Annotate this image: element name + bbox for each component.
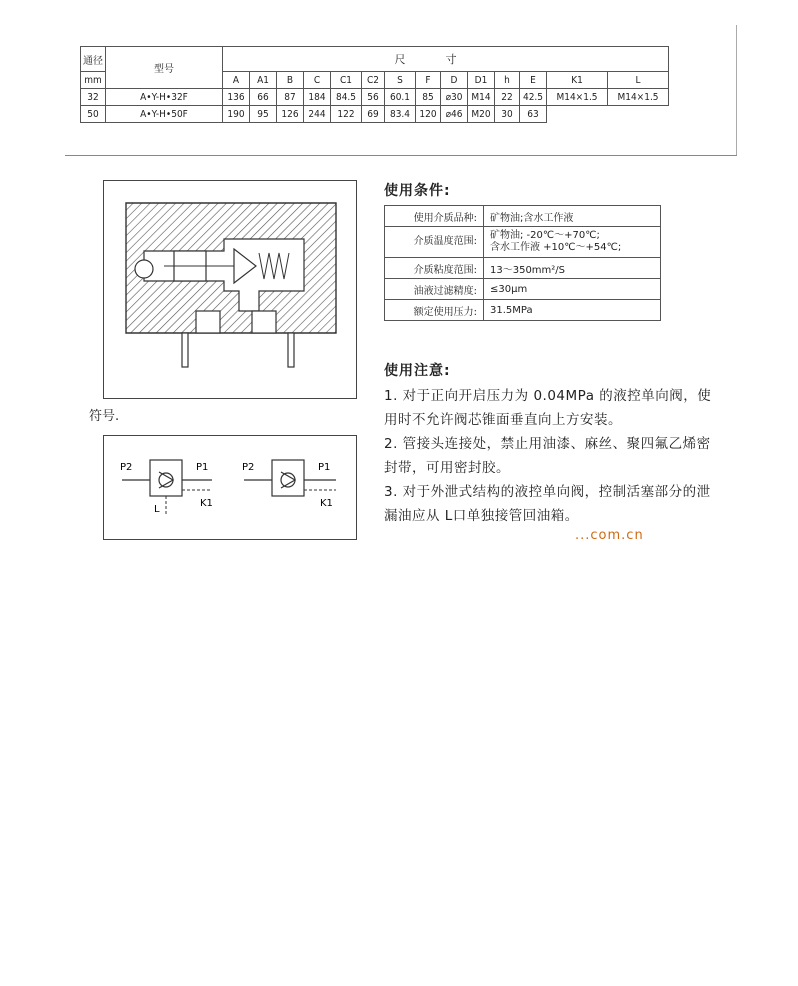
symbol-external-drain: [242, 460, 336, 509]
symbols-svg: [104, 436, 356, 539]
value-cell: M14×1.5: [547, 89, 608, 106]
corner-top-cell: 通径: [81, 47, 106, 72]
condition-key: 额定使用压力:: [385, 300, 484, 321]
hydraulic-symbols: [103, 435, 357, 540]
col-header: C2: [362, 72, 385, 89]
value-cell: 85: [416, 89, 441, 106]
conditions-table: [384, 205, 661, 321]
value-cell: 122: [331, 106, 362, 123]
value-cell: 83.4: [385, 106, 416, 123]
col-header: A: [223, 72, 250, 89]
value-cell: ⌀46: [441, 106, 468, 123]
value-cell: 56: [362, 89, 385, 106]
control-port: [135, 260, 153, 278]
notes-list: [384, 384, 714, 528]
value-cell: 22: [495, 89, 520, 106]
value-cell: 60.1: [385, 89, 416, 106]
table-row: [385, 279, 661, 300]
notes-title: 使用注意:: [384, 363, 451, 379]
col-header: F: [416, 72, 441, 89]
table-row: [81, 89, 669, 106]
col-header: K1: [547, 72, 608, 89]
col-header: S: [385, 72, 416, 89]
col-header: C: [304, 72, 331, 89]
condition-value: 13～350mm²/S: [484, 258, 661, 279]
mount-pin-right: [288, 333, 294, 367]
note-item: 2. 管接头连接处，禁止用油漆、麻丝、聚四氟乙烯密封带，可用密封胶。: [384, 436, 711, 476]
dimension-table: [80, 46, 669, 123]
label-l: L: [154, 504, 160, 515]
label-p1: P1: [318, 462, 331, 473]
valve-section-drawing: [103, 180, 357, 399]
note-item: 1. 对于正向开启压力为 0.04MPa 的液控单向阀，使用时不允许阀芯锥面垂直向上方安装。: [384, 388, 712, 428]
value-cell: 63: [520, 106, 547, 123]
label-k1: K1: [200, 498, 213, 509]
frame-line-bottom: [65, 155, 737, 156]
condition-value: 31.5MPa: [484, 300, 661, 321]
valve-section-svg: [104, 181, 356, 398]
mount-pin-left: [182, 333, 188, 367]
value-cell: 66: [250, 89, 277, 106]
watermark-text: ...com.cn: [575, 528, 644, 543]
frame-line-right: [736, 25, 737, 156]
value-cell: 120: [416, 106, 441, 123]
table-row: [385, 300, 661, 321]
size-cell: 50: [81, 106, 106, 123]
value-cell: ⌀30: [441, 89, 468, 106]
col-header: B: [277, 72, 304, 89]
value-cell: M14: [468, 89, 495, 106]
label-k1: K1: [320, 498, 333, 509]
label-p2: P2: [120, 462, 133, 473]
value-cell: 84.5: [331, 89, 362, 106]
value-cell: 244: [304, 106, 331, 123]
value-cell: 42.5: [520, 89, 547, 106]
model-cell: A•Y-H•50F: [106, 106, 223, 123]
value-cell: 190: [223, 106, 250, 123]
conditions-title: 使用条件:: [384, 183, 451, 199]
col-header: L: [608, 72, 669, 89]
col-header: h: [495, 72, 520, 89]
value-cell: 95: [250, 106, 277, 123]
condition-value: [484, 227, 661, 258]
condition-value-line: 矿物油; -20℃～+70℃;: [490, 230, 600, 241]
value-cell: 69: [362, 106, 385, 123]
corner-bottom-cell: mm: [81, 72, 106, 89]
port-p2: [252, 311, 276, 333]
condition-key: 介质粘度范围:: [385, 258, 484, 279]
table-row: [81, 106, 669, 123]
col-header: A1: [250, 72, 277, 89]
model-cell: A•Y-H•32F: [106, 89, 223, 106]
col-header: E: [520, 72, 547, 89]
col-header: C1: [331, 72, 362, 89]
value-cell: 136: [223, 89, 250, 106]
symbol-label: 符号.: [89, 409, 120, 424]
port-p1: [196, 311, 220, 333]
value-cell: 184: [304, 89, 331, 106]
symbol-internal-drain: [120, 460, 213, 515]
col-header: D: [441, 72, 468, 89]
label-p1: P1: [196, 462, 209, 473]
note-item: 3. 对于外泄式结构的液控单向阀，控制活塞部分的泄漏油应从 L口单独接管回油箱。: [384, 484, 711, 524]
table-row: [385, 258, 661, 279]
value-cell: 126: [277, 106, 304, 123]
value-cell: M14×1.5: [608, 89, 669, 106]
value-cell: 30: [495, 106, 520, 123]
condition-value: 矿物油;含水工作液: [484, 206, 661, 227]
table-row: [385, 227, 661, 258]
condition-key: 油液过滤精度:: [385, 279, 484, 300]
model-header: 型号: [106, 47, 223, 89]
dimension-group-header: 尺寸: [223, 47, 669, 72]
condition-value-line: 含水工作液 +10℃～+54℃;: [490, 242, 622, 253]
condition-key: 使用介质品种:: [385, 206, 484, 227]
table-row: [385, 206, 661, 227]
condition-value: ≤30μm: [484, 279, 661, 300]
condition-key: 介质温度范围:: [385, 227, 484, 258]
label-p2: P2: [242, 462, 255, 473]
col-header: D1: [468, 72, 495, 89]
value-cell: M20: [468, 106, 495, 123]
value-cell: 87: [277, 89, 304, 106]
size-cell: 32: [81, 89, 106, 106]
